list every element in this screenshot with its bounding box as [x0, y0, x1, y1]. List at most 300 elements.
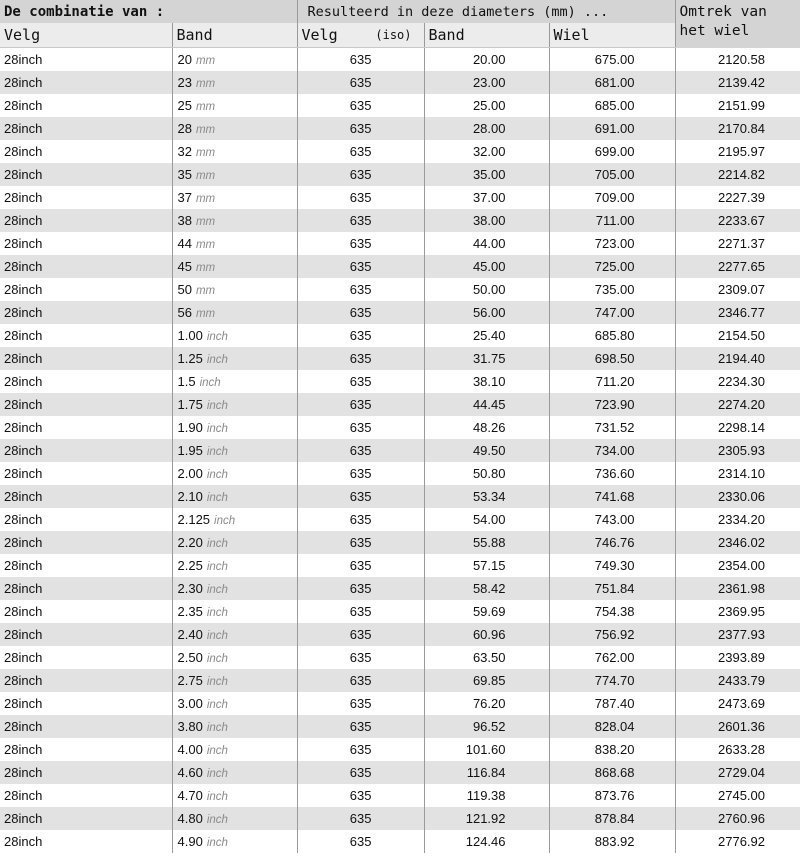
velg-cell: 28inch	[0, 117, 172, 140]
band-unit: inch	[206, 583, 228, 596]
velg-cell: 28inch	[0, 577, 172, 600]
velg-iso-cell: 635	[297, 577, 424, 600]
band-unit: mm	[195, 284, 216, 297]
velg-iso-cell: 635	[297, 140, 424, 163]
velg-iso-cell: 635	[297, 301, 424, 324]
band-cell	[172, 232, 297, 255]
wiel-cell: 751.84	[549, 577, 675, 600]
band-unit: inch	[206, 445, 228, 458]
band-unit: inch	[206, 836, 228, 849]
velg-iso-cell: 635	[297, 669, 424, 692]
band-cell	[172, 71, 297, 94]
band-size: 37	[177, 189, 192, 205]
band-size: 56	[177, 304, 192, 320]
velg-iso-cell: 635	[297, 94, 424, 117]
band-size: 4.60	[177, 764, 203, 780]
omtrek-cell: 2309.07	[675, 278, 800, 301]
band-mm-cell: 20.00	[424, 48, 549, 71]
velg-cell: 28inch	[0, 48, 172, 71]
band-size: 2.125	[177, 511, 211, 527]
band-mm-cell: 69.85	[424, 669, 549, 692]
omtrek-cell: 2120.58	[675, 48, 800, 71]
band-mm-cell: 32.00	[424, 140, 549, 163]
band-size: 1.5	[177, 373, 196, 389]
table-row	[0, 600, 800, 623]
omtrek-cell: 2760.96	[675, 807, 800, 830]
band-mm-cell: 44.00	[424, 232, 549, 255]
wiel-cell: 878.84	[549, 807, 675, 830]
velg-cell: 28inch	[0, 738, 172, 761]
band-unit: mm	[195, 123, 216, 136]
band-cell	[172, 738, 297, 761]
velg-iso-cell: 635	[297, 232, 424, 255]
band-unit: inch	[206, 813, 228, 826]
band-cell	[172, 600, 297, 623]
velg-iso-cell: 635	[297, 278, 424, 301]
band-size: 1.00	[177, 327, 203, 343]
table-row	[0, 94, 800, 117]
band-mm-cell: 63.50	[424, 646, 549, 669]
band-mm-cell: 121.92	[424, 807, 549, 830]
band-cell	[172, 761, 297, 784]
band-unit: inch	[206, 652, 228, 665]
band-unit: inch	[206, 537, 228, 550]
velg-cell: 28inch	[0, 301, 172, 324]
table-row	[0, 393, 800, 416]
velg-cell: 28inch	[0, 71, 172, 94]
band-mm-cell: 38.00	[424, 209, 549, 232]
wiel-cell: 723.90	[549, 393, 675, 416]
omtrek-cell: 2298.14	[675, 416, 800, 439]
band-cell	[172, 646, 297, 669]
band-unit: mm	[195, 169, 216, 182]
table-row	[0, 554, 800, 577]
wiel-cell: 747.00	[549, 301, 675, 324]
band-unit: mm	[195, 192, 216, 205]
band-mm-cell: 58.42	[424, 577, 549, 600]
wiel-cell: 736.60	[549, 462, 675, 485]
table-body	[0, 48, 800, 853]
omtrek-cell: 2151.99	[675, 94, 800, 117]
band-mm-cell: 23.00	[424, 71, 549, 94]
velg-cell: 28inch	[0, 715, 172, 738]
velg-cell: 28inch	[0, 761, 172, 784]
table-row	[0, 255, 800, 278]
velg-iso-cell: 635	[297, 784, 424, 807]
wiel-cell: 711.00	[549, 209, 675, 232]
velg-iso-cell: 635	[297, 830, 424, 853]
band-size: 2.35	[177, 603, 203, 619]
band-unit: mm	[195, 307, 216, 320]
band-mm-cell: 55.88	[424, 531, 549, 554]
omtrek-cell: 2214.82	[675, 163, 800, 186]
band-mm-cell: 31.75	[424, 347, 549, 370]
omtrek-cell: 2227.39	[675, 186, 800, 209]
omtrek-cell: 2393.89	[675, 646, 800, 669]
omtrek-cell: 2277.65	[675, 255, 800, 278]
iso-label: (iso)	[375, 28, 412, 42]
band-mm-cell: 50.80	[424, 462, 549, 485]
omtrek-cell: 2346.77	[675, 301, 800, 324]
band-cell	[172, 669, 297, 692]
band-cell	[172, 48, 297, 71]
wiel-cell: 699.00	[549, 140, 675, 163]
band-size: 4.90	[177, 833, 203, 849]
omtrek-cell: 2195.97	[675, 140, 800, 163]
wiel-cell: 746.76	[549, 531, 675, 554]
band-size: 2.00	[177, 465, 203, 481]
wiel-cell: 756.92	[549, 623, 675, 646]
band-size: 2.25	[177, 557, 203, 573]
band-mm-cell: 25.40	[424, 324, 549, 347]
omtrek-cell: 2433.79	[675, 669, 800, 692]
band-cell	[172, 416, 297, 439]
velg-cell: 28inch	[0, 646, 172, 669]
band-size: 50	[177, 281, 192, 297]
band-unit: inch	[206, 399, 228, 412]
combination-header: De combinatie van :	[0, 0, 297, 23]
wiel-cell: 698.50	[549, 347, 675, 370]
omtrek-cell: 2601.36	[675, 715, 800, 738]
velg-iso-cell: 635	[297, 715, 424, 738]
band-size: 1.25	[177, 350, 203, 366]
band-unit: inch	[206, 422, 228, 435]
velg-cell: 28inch	[0, 255, 172, 278]
wiel-cell: 828.04	[549, 715, 675, 738]
band-size: 4.00	[177, 741, 203, 757]
wiel-cell: 749.30	[549, 554, 675, 577]
band-unit: inch	[206, 468, 228, 481]
wiel-cell: 741.68	[549, 485, 675, 508]
band-unit: inch	[206, 675, 228, 688]
velg-iso-cell: 635	[297, 807, 424, 830]
omtrek-cell: 2274.20	[675, 393, 800, 416]
velg-iso-cell: 635	[297, 48, 424, 71]
col-velg-iso-header	[297, 23, 424, 48]
col-velg-header: Velg	[0, 23, 172, 48]
band-size: 2.75	[177, 672, 203, 688]
wiel-cell: 868.68	[549, 761, 675, 784]
band-unit: mm	[195, 77, 216, 90]
table-row	[0, 531, 800, 554]
band-size: 32	[177, 143, 192, 159]
wiel-cell: 883.92	[549, 830, 675, 853]
omtrek-cell: 2361.98	[675, 577, 800, 600]
col-velg-iso-label: Velg	[301, 26, 338, 44]
band-cell	[172, 117, 297, 140]
band-mm-cell: 116.84	[424, 761, 549, 784]
omtrek-cell: 2330.06	[675, 485, 800, 508]
table-row	[0, 830, 800, 853]
band-size: 45	[177, 258, 192, 274]
velg-cell: 28inch	[0, 623, 172, 646]
band-mm-cell: 57.15	[424, 554, 549, 577]
table-row	[0, 186, 800, 209]
band-cell	[172, 278, 297, 301]
band-mm-cell: 60.96	[424, 623, 549, 646]
table-row	[0, 232, 800, 255]
band-unit: mm	[195, 54, 216, 67]
band-unit: inch	[206, 698, 228, 711]
table-row	[0, 508, 800, 531]
band-cell	[172, 255, 297, 278]
band-mm-cell: 38.10	[424, 370, 549, 393]
table-row	[0, 623, 800, 646]
band-mm-cell: 48.26	[424, 416, 549, 439]
velg-iso-cell: 635	[297, 485, 424, 508]
velg-cell: 28inch	[0, 186, 172, 209]
velg-cell: 28inch	[0, 600, 172, 623]
band-size: 2.20	[177, 534, 203, 550]
table-row	[0, 324, 800, 347]
result-diameters-header: Resulteerd in deze diameters (mm) ...	[297, 0, 675, 23]
velg-cell: 28inch	[0, 439, 172, 462]
velg-iso-cell: 635	[297, 209, 424, 232]
wiel-cell: 734.00	[549, 439, 675, 462]
band-cell	[172, 140, 297, 163]
velg-iso-cell: 635	[297, 393, 424, 416]
omtrek-cell: 2233.67	[675, 209, 800, 232]
table-row	[0, 370, 800, 393]
band-unit: inch	[206, 721, 228, 734]
table-row	[0, 807, 800, 830]
band-mm-cell: 56.00	[424, 301, 549, 324]
velg-iso-cell: 635	[297, 439, 424, 462]
velg-cell: 28inch	[0, 807, 172, 830]
col-band-mm-header: Band	[424, 23, 549, 48]
band-cell	[172, 462, 297, 485]
wiel-cell: 685.00	[549, 94, 675, 117]
velg-cell: 28inch	[0, 393, 172, 416]
velg-cell: 28inch	[0, 784, 172, 807]
band-size: 1.90	[177, 419, 203, 435]
band-mm-cell: 119.38	[424, 784, 549, 807]
band-mm-cell: 50.00	[424, 278, 549, 301]
band-cell	[172, 485, 297, 508]
table-row	[0, 71, 800, 94]
band-mm-cell: 76.20	[424, 692, 549, 715]
band-size: 4.70	[177, 787, 203, 803]
wiel-cell: 705.00	[549, 163, 675, 186]
band-mm-cell: 25.00	[424, 94, 549, 117]
velg-iso-cell: 635	[297, 370, 424, 393]
table-row	[0, 692, 800, 715]
omtrek-cell: 2334.20	[675, 508, 800, 531]
table-row	[0, 669, 800, 692]
table-row	[0, 416, 800, 439]
band-cell	[172, 577, 297, 600]
omtrek-cell: 2194.40	[675, 347, 800, 370]
velg-cell: 28inch	[0, 232, 172, 255]
band-unit: inch	[206, 629, 228, 642]
band-unit: mm	[195, 146, 216, 159]
wiel-cell: 743.00	[549, 508, 675, 531]
velg-cell: 28inch	[0, 830, 172, 853]
band-unit: mm	[195, 238, 216, 251]
velg-iso-cell: 635	[297, 186, 424, 209]
velg-iso-cell: 635	[297, 554, 424, 577]
wiel-cell: 762.00	[549, 646, 675, 669]
omtrek-cell: 2473.69	[675, 692, 800, 715]
band-cell	[172, 163, 297, 186]
omtrek-cell: 2776.92	[675, 830, 800, 853]
band-mm-cell: 96.52	[424, 715, 549, 738]
band-cell	[172, 209, 297, 232]
velg-iso-cell: 635	[297, 508, 424, 531]
omtrek-cell: 2234.30	[675, 370, 800, 393]
velg-cell: 28inch	[0, 140, 172, 163]
table-row	[0, 485, 800, 508]
velg-iso-cell: 635	[297, 646, 424, 669]
band-cell	[172, 439, 297, 462]
band-cell	[172, 531, 297, 554]
velg-cell: 28inch	[0, 669, 172, 692]
band-size: 2.10	[177, 488, 203, 504]
col-wiel-header: Wiel	[549, 23, 675, 48]
band-size: 2.50	[177, 649, 203, 665]
wiel-cell: 675.00	[549, 48, 675, 71]
band-cell	[172, 715, 297, 738]
omtrek-cell: 2354.00	[675, 554, 800, 577]
band-size: 44	[177, 235, 192, 251]
table-row	[0, 439, 800, 462]
wiel-cell: 838.20	[549, 738, 675, 761]
band-cell	[172, 186, 297, 209]
band-unit: mm	[195, 100, 216, 113]
band-size: 2.40	[177, 626, 203, 642]
omtrek-cell: 2305.93	[675, 439, 800, 462]
wiel-cell: 787.40	[549, 692, 675, 715]
table-row	[0, 646, 800, 669]
velg-cell: 28inch	[0, 209, 172, 232]
wiel-cell: 731.52	[549, 416, 675, 439]
band-mm-cell: 53.34	[424, 485, 549, 508]
band-mm-cell: 45.00	[424, 255, 549, 278]
wiel-cell: 691.00	[549, 117, 675, 140]
band-unit: inch	[206, 767, 228, 780]
wiel-cell: 711.20	[549, 370, 675, 393]
table-row	[0, 738, 800, 761]
velg-cell: 28inch	[0, 554, 172, 577]
band-mm-cell: 37.00	[424, 186, 549, 209]
table-row	[0, 117, 800, 140]
band-mm-cell: 28.00	[424, 117, 549, 140]
band-size: 1.95	[177, 442, 203, 458]
circumference-header: Omtrek van het wiel	[675, 0, 800, 48]
velg-iso-cell: 635	[297, 462, 424, 485]
velg-cell: 28inch	[0, 416, 172, 439]
band-mm-cell: 54.00	[424, 508, 549, 531]
velg-cell: 28inch	[0, 462, 172, 485]
wiel-cell: 685.80	[549, 324, 675, 347]
omtrek-cell: 2139.42	[675, 71, 800, 94]
velg-iso-cell: 635	[297, 600, 424, 623]
band-size: 20	[177, 51, 192, 67]
velg-cell: 28inch	[0, 531, 172, 554]
wiel-cell: 681.00	[549, 71, 675, 94]
omtrek-cell: 2314.10	[675, 462, 800, 485]
band-mm-cell: 101.60	[424, 738, 549, 761]
velg-iso-cell: 635	[297, 416, 424, 439]
velg-cell: 28inch	[0, 94, 172, 117]
wiel-cell: 774.70	[549, 669, 675, 692]
omtrek-cell: 2377.93	[675, 623, 800, 646]
wiel-cell: 735.00	[549, 278, 675, 301]
velg-cell: 28inch	[0, 324, 172, 347]
velg-iso-cell: 635	[297, 692, 424, 715]
velg-cell: 28inch	[0, 163, 172, 186]
band-size: 23	[177, 74, 192, 90]
band-cell	[172, 370, 297, 393]
omtrek-cell: 2154.50	[675, 324, 800, 347]
band-cell	[172, 393, 297, 416]
band-cell	[172, 692, 297, 715]
velg-cell: 28inch	[0, 485, 172, 508]
omtrek-cell: 2633.28	[675, 738, 800, 761]
band-unit: inch	[206, 790, 228, 803]
table-row	[0, 784, 800, 807]
velg-iso-cell: 635	[297, 324, 424, 347]
wiel-cell: 754.38	[549, 600, 675, 623]
wiel-cell: 723.00	[549, 232, 675, 255]
omtrek-cell: 2170.84	[675, 117, 800, 140]
velg-iso-cell: 635	[297, 117, 424, 140]
band-size: 25	[177, 97, 192, 113]
band-size: 3.80	[177, 718, 203, 734]
band-size: 28	[177, 120, 192, 136]
table-row	[0, 462, 800, 485]
band-size: 1.75	[177, 396, 203, 412]
band-cell	[172, 94, 297, 117]
band-unit: inch	[206, 353, 228, 366]
omtrek-cell: 2729.04	[675, 761, 800, 784]
band-unit: inch	[206, 330, 228, 343]
table-row	[0, 761, 800, 784]
velg-iso-cell: 635	[297, 761, 424, 784]
band-cell	[172, 623, 297, 646]
band-cell	[172, 508, 297, 531]
band-cell	[172, 324, 297, 347]
band-unit: inch	[206, 606, 228, 619]
band-cell	[172, 347, 297, 370]
velg-iso-cell: 635	[297, 623, 424, 646]
velg-cell: 28inch	[0, 508, 172, 531]
band-mm-cell: 35.00	[424, 163, 549, 186]
velg-cell: 28inch	[0, 692, 172, 715]
band-unit: mm	[195, 261, 216, 274]
table-row	[0, 577, 800, 600]
velg-cell: 28inch	[0, 278, 172, 301]
band-mm-cell: 124.46	[424, 830, 549, 853]
band-unit: inch	[199, 376, 221, 389]
band-unit: inch	[206, 491, 228, 504]
velg-iso-cell: 635	[297, 255, 424, 278]
band-cell	[172, 784, 297, 807]
table-row	[0, 163, 800, 186]
table-row	[0, 48, 800, 71]
table-row	[0, 209, 800, 232]
omtrek-cell: 2271.37	[675, 232, 800, 255]
velg-iso-cell: 635	[297, 71, 424, 94]
omtrek-cell: 2369.95	[675, 600, 800, 623]
band-mm-cell: 49.50	[424, 439, 549, 462]
band-unit: inch	[206, 744, 228, 757]
table-row	[0, 301, 800, 324]
band-cell	[172, 807, 297, 830]
omtrek-cell: 2346.02	[675, 531, 800, 554]
band-cell	[172, 301, 297, 324]
velg-iso-cell: 635	[297, 163, 424, 186]
